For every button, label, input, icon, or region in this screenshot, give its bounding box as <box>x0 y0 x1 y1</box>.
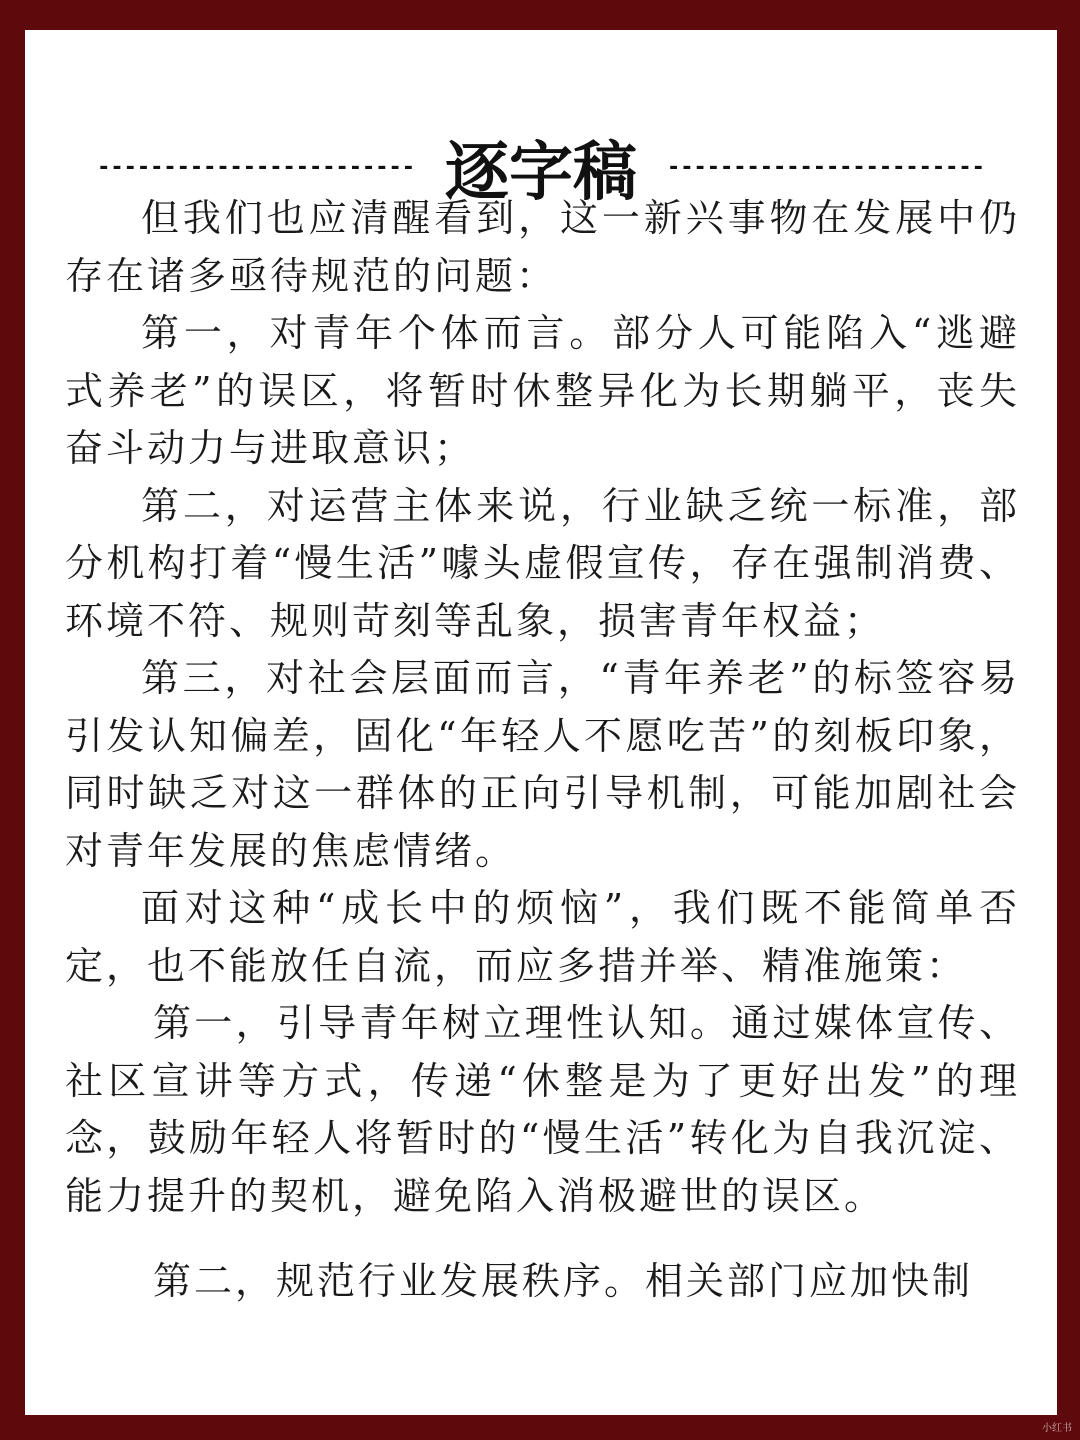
page-title: 逐字稿 <box>445 135 637 210</box>
watermark-logo: 小红书 <box>1042 1423 1072 1434</box>
header-dashes-left: ------------------------ <box>97 154 415 180</box>
body-text <box>65 190 1020 1311</box>
header-dashes-right: ------------------------ <box>667 154 985 180</box>
paragraph-problem-3: 第三，对社会层面而言，“青年养老”的标签容易引发认知偏差，固化“年轻人不愿吃苦”的刻板印象，同时缺乏对这一群体的正向引导机制，可能加剧社会对青年发展的焦虑情绪。 <box>65 656 1020 873</box>
paragraph-problem-1: 第一，对青年个体而言。部分人可能陷入“逃避式养老”的误区，将暂时休整异化为长期躺平，丧失奋斗动力与进取意识； <box>65 311 1020 470</box>
paragraph-measure-1: 第一，引导青年树立理性认知。通过媒体宣传、社区宣讲等方式，传递“休整是为了更好出发”的理念，鼓励年轻人将暂时的“慢生活”转化为自我沉淀、能力提升的契机，避免陷入消极避世的误区。 <box>65 1001 1020 1218</box>
paragraph-intro: 但我们也应清醒看到，这一新兴事物在发展中仍存在诸多亟待规范的问题： <box>65 196 1020 298</box>
paragraph-measure-2: 第二，规范行业发展秩序。相关部门应加快制 <box>153 1259 974 1303</box>
paragraph-problem-2: 第二，对运营主体来说，行业缺乏统一标准，部分机构打着“慢生活”噱头虚假宣传，存在强制消费、环境不符、规则苛刻等乱象，损害青年权益； <box>65 483 1020 643</box>
paragraph-transition: 面对这种“成长中的烦恼”，我们既不能简单否定，也不能放任自流，而应多措并举、精准施策： <box>65 886 1020 988</box>
document-page <box>25 30 1057 1415</box>
